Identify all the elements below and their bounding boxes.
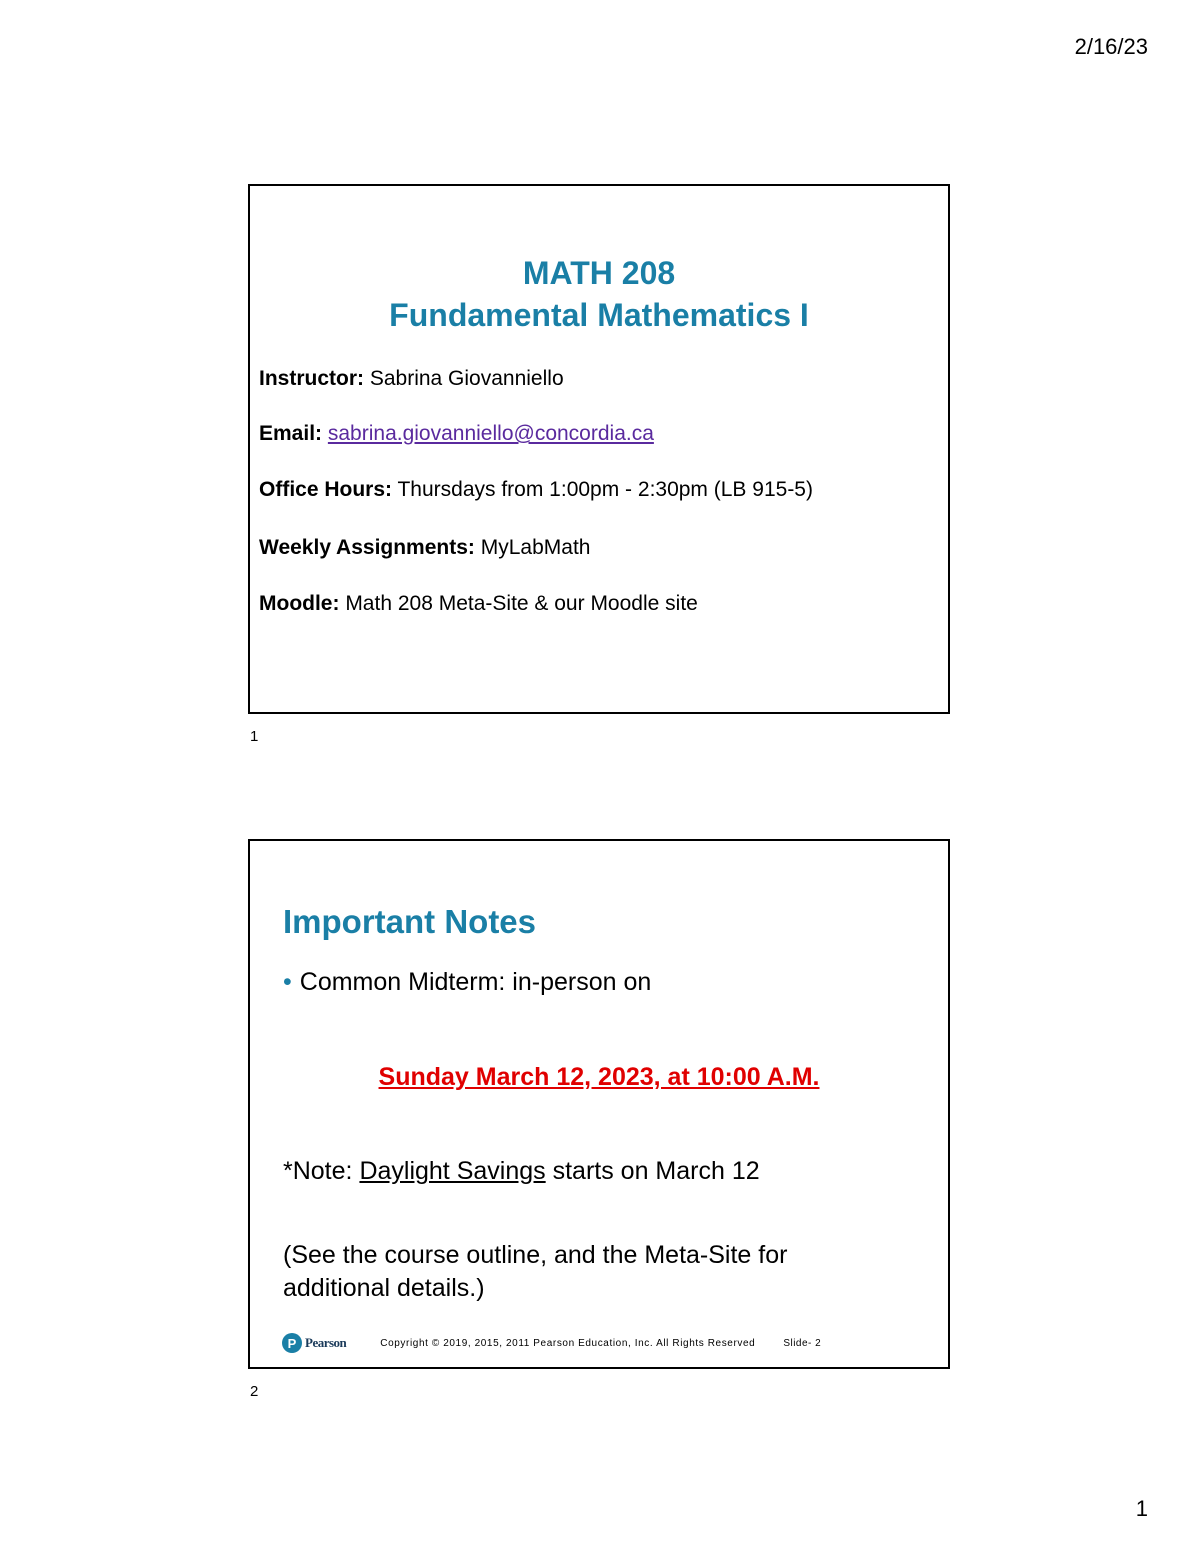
daylight-savings-note: [283, 1157, 760, 1186]
slide-footer: [282, 1330, 918, 1356]
midterm-bullet-text: Common Midterm: in-person on: [299, 968, 652, 996]
slide-2-heading: Important Notes: [283, 903, 537, 940]
slide-number-1: 1: [250, 728, 259, 745]
note-suffix: starts on March 12: [545, 1157, 760, 1185]
slide-1-title: [250, 252, 948, 336]
email-link[interactable]: sabrina.giovanniello@concordia.ca: [327, 422, 654, 445]
office-hours-value: Thursdays from 1:00pm - 2:30pm (LB 915-5): [392, 478, 813, 501]
course-name: Fundamental Mathematics I: [389, 297, 809, 333]
pearson-logo-icon: P: [282, 1333, 302, 1353]
weekly-assignments-label: Weekly Assignments:: [259, 536, 475, 559]
midterm-bullet: [283, 968, 651, 997]
slide-1: [248, 184, 950, 714]
see-outline-note: (See the course outline, and the Meta-Site for additional details.): [283, 1241, 788, 1302]
email-label: Email:: [259, 422, 323, 445]
moodle-line: [259, 592, 698, 616]
pearson-logo: [282, 1333, 346, 1353]
weekly-assignments-value: MyLabMath: [474, 536, 591, 559]
office-hours-label: Office Hours:: [259, 478, 393, 501]
weekly-assignments-line: [259, 536, 590, 560]
course-code: MATH 208: [522, 255, 676, 291]
slide-number-2: 2: [250, 1383, 259, 1400]
instructor-value: Sabrina Giovanniello: [364, 367, 564, 390]
page-date: 2/16/23: [1074, 34, 1148, 59]
office-hours-line: [259, 478, 813, 502]
email-line: [259, 422, 654, 446]
note-underlined: Daylight Savings: [359, 1157, 546, 1185]
moodle-value: Math 208 Meta-Site & our Moodle site: [339, 592, 698, 615]
copyright-text: Copyright © 2019, 2015, 2011 Pearson Education, Inc. All Rights Reserved: [380, 1337, 756, 1349]
moodle-label: Moodle:: [259, 592, 340, 615]
slide-label: Slide- 2: [783, 1337, 822, 1349]
slide-2: [248, 839, 950, 1369]
page-number: 1: [1135, 1496, 1148, 1521]
midterm-date: Sunday March 12, 2023, at 10:00 A.M.: [378, 1063, 820, 1091]
instructor-line: [259, 367, 564, 391]
note-prefix: *Note:: [283, 1157, 360, 1185]
bullet-icon: •: [283, 968, 292, 996]
instructor-label: Instructor:: [259, 367, 364, 390]
pearson-logo-text: Pearson: [305, 1335, 347, 1350]
